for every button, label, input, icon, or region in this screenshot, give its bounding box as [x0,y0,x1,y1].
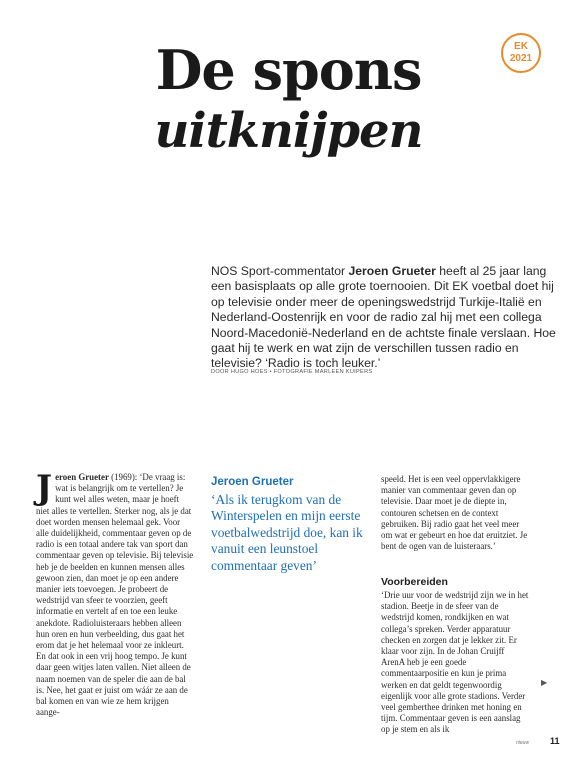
article-column-1 [36,468,194,718]
article-column-3-continued: ‘Drie uur voor de wedstrijd zijn we in het stadion. Beetje in de sfeer van de wedstrijd komen, rondkijken en wat collega’s spreken. Verder apparatuur checken en zorgen dat je lekker zit. Er klaar voor zijn. In de Johan Cruijff ArenA heb je een goede commentaarpositie en kun je prima werken en dat geldt tegenwoordig eigenlijk voor alle grote stadions. Verder veel gemberthee drinken met honing en tijm. Commentaar geven is een aanslag op je stem en als ik [381,590,529,735]
headline-line-2: uitknijpen [154,103,423,159]
article-column-3: speeld. Het is een veel oppervlakkigere manier van commentaar geven dan op televisie. Daar moet je de diepte in, contouren schetsen en de context gebruiken. Bij radio gaat het veel meer om wat er gebeurt en hoe dat eruitziet. Je bent de ogen van de luisteraars.’ [381,474,528,552]
intro-before: NOS Sport-commentator [211,264,349,278]
intro-name: Jeroen Grueter [348,264,436,278]
intro-after: heeft al 25 jaar lang een basisplaats op alle grote toernooien. Dit EK voetbal doet hij op televisie onder meer de openingswedstrijd Turkije-Italië en Nederland-Oostenrijk en voor de radio zal hij met een collega Noord-Macedonië-Nederland en de achtste finale verslaan. Hoe gaat hij te werk en wat zijn de verschillen tussen radio en televisie? ‘Radio is toch leuker.’ [211,264,556,371]
byline-credits: DOOR HUGO HOES • FOTOGRAFIE MARLEEN KUIPERS [211,369,373,375]
column1-text: (1969): ‘De vraag is: wat is belangrijk om te vertellen? Je kunt wel alles weten, maar je hoeft niet alles te vertellen. Sterker nog, als je dat doet worden mensen helemaal gek. Voor alle duidelijkheid, commentaar geven op de radio is een totaal andere tak van sport dan commentaar geven op televisie. Bij televisie heb je de beelden en kunnen mensen alles gewoon zien, dan moet je op een andere manier iets toevoegen. Je probeert de wedstrijd van sfeer te voorzien, geeft informatie en vertelt af en toe een leuke anekdote. Radioluisteraars hebben alleen hun oren en hun verbeelding, dus gaat het erom dat je het helemaal voor ze inkleurt. En dat ook in een vrij hoog tempo. Je kunt daar geen witjes laten vallen. Niet alleen de naam noemen van de speler die aan de bal is. Nee, het gaat er juist om wáár ze aan de bal komen en van wie ze hem krijgen aange- [36,472,194,718]
intro-paragraph [211,264,556,372]
continue-arrow-icon: ▶ [541,678,548,687]
magazine-logo: nieuw [516,740,530,746]
badge-line-1: EK [514,41,528,52]
page-number: 11 [550,736,560,746]
drop-cap: J [36,468,53,508]
section-subhead: Voorbereiden [381,576,448,588]
pullquote-name: Jeroen Grueter [211,476,294,488]
pullquote-text: ‘Als ik terugkom van de Winterspelen en mijn eerste voetbalwedstrijd doe, kan ik vanuit een leunstoel commentaar geven’ [211,492,363,573]
headline-line-1: De spons [155,38,422,102]
column1-lead: eroen Grueter [55,472,109,482]
badge-line-2: 2021 [509,53,533,64]
